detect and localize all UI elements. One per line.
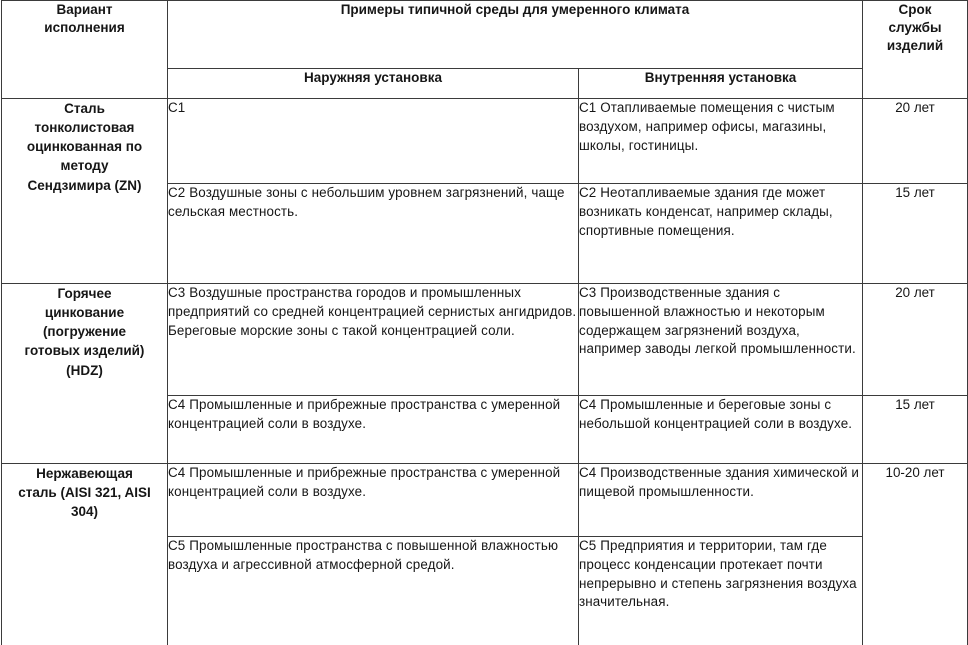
material-line: оцинкованная по: [26, 139, 143, 155]
material-line: Сталь: [64, 101, 105, 116]
header-service-life-line-2: службы: [888, 19, 942, 35]
service-life-cell: 20 лет: [863, 99, 968, 184]
header-variant-line-1: Вариант: [56, 2, 113, 17]
material-line: Нержавеющая: [36, 466, 133, 481]
outdoor-cell: C4 Промышленные и прибрежные пространства с умеренной концентрацией соли в воздухе.: [168, 396, 579, 464]
service-life-cell: 15 лет: [863, 184, 968, 284]
indoor-cell: C5 Предприятия и территории, там где процесс конденсации протекает почти непрерывно и степень загрязнения воздуха значительная.: [579, 537, 863, 645]
material-line: Горячее: [57, 286, 112, 301]
material-line: (HDZ): [66, 362, 103, 378]
outdoor-cell: C3 Воздушные пространства городов и промышленных предприятий со средней концентрацией сернистых ангидридов. Береговые морские зоны с такой концентрацией соли.: [168, 284, 579, 396]
service-life-cell: 10-20 лет: [863, 464, 968, 645]
material-line: тонколистовая: [34, 120, 135, 136]
header-service-life: [863, 1, 968, 99]
outdoor-cell: C4 Промышленные и прибрежные пространства с умеренной концентрацией соли в воздухе.: [168, 464, 579, 537]
indoor-cell: C3 Производственные здания с повышенной влажностью и некоторым содержащем загрязнений воздуха, например заводы легкой промышленности.: [579, 284, 863, 396]
table-row: [2, 99, 968, 184]
header-variant-line-2: исполнения: [44, 19, 125, 35]
material-line: 304): [70, 504, 99, 520]
table-row: [2, 464, 968, 537]
header-service-life-line-3: изделий: [886, 37, 944, 53]
outdoor-cell: C1: [168, 99, 579, 184]
table-row: [2, 284, 968, 396]
material-line: сталь (AISI 321, AISI: [18, 485, 151, 501]
outdoor-cell: C2 Воздушные зоны с небольшим уровнем загрязнений, чаще сельская местность.: [168, 184, 579, 284]
material-line: Сендзимира (ZN): [27, 177, 142, 193]
material-line: (погружение: [42, 324, 127, 340]
material-cell-zn: [2, 99, 168, 284]
header-outdoor: Наружняя установка: [168, 69, 579, 99]
material-line: методу: [60, 158, 109, 174]
material-line: цинкование: [44, 305, 125, 321]
table-header: [2, 1, 968, 99]
header-service-life-line-1: Срок: [898, 2, 932, 17]
material-cell-hdz: [2, 284, 168, 464]
outdoor-cell: C5 Промышленные пространства с повышенной влажностью воздуха и агрессивной атмосферной средой.: [168, 537, 579, 645]
header-row-top: [2, 1, 968, 69]
header-indoor: Внутренняя установка: [579, 69, 863, 99]
table-body: [2, 99, 968, 645]
environment-classification-table: [1, 0, 968, 645]
indoor-cell: C4 Производственные здания химической и пищевой промышленности.: [579, 464, 863, 537]
indoor-cell: C1 Отапливаемые помещения с чистым воздухом, например офисы, магазины, школы, гостиницы.: [579, 99, 863, 184]
header-variant: [2, 1, 168, 99]
indoor-cell: C4 Промышленные и береговые зоны с небольшой концентрацией соли в воздухе.: [579, 396, 863, 464]
service-life-cell: 15 лет: [863, 396, 968, 464]
material-line: готовых изделий): [24, 343, 145, 359]
header-examples: Примеры типичной среды для умеренного климата: [168, 1, 863, 69]
indoor-cell: C2 Неотапливаемые здания где может возникать конденсат, например склады, спортивные помещения.: [579, 184, 863, 284]
material-cell-stainless: [2, 464, 168, 645]
service-life-cell: 20 лет: [863, 284, 968, 396]
